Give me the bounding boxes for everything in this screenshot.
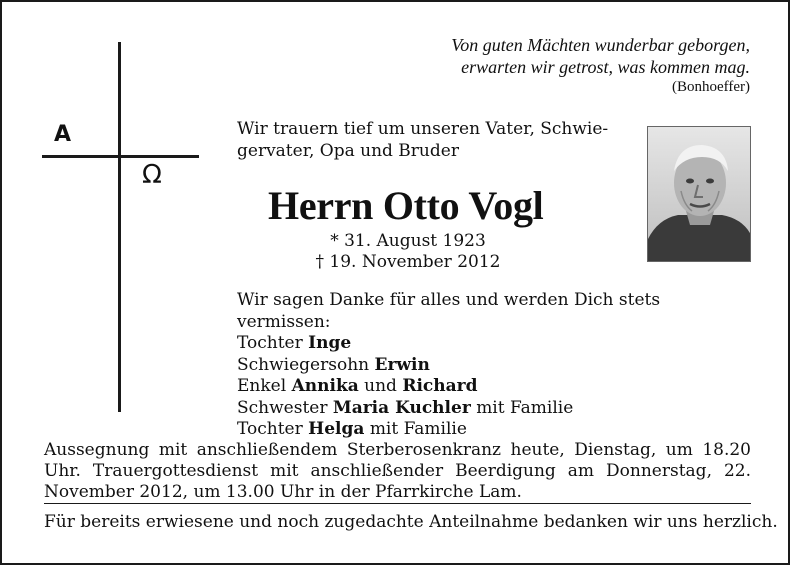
portrait-photo [647,126,751,262]
family-member-row [237,398,757,420]
family-relation: Tochter [237,333,303,353]
intro-line-2: gervater, Opa und Bruder [237,141,459,161]
deceased-name: Herrn Otto Vogl [268,183,544,228]
family-member-name: Maria Kuchler [332,397,471,418]
family-member-row [237,333,757,355]
cross-icon-vertical-beam [118,42,121,412]
service-details: Aussegnung mit anschließendem Sterberosenkranz heute, Dienstag, um 18.20 Uhr. Trauergottesdienst mit anschließender Beerdigung am Donnerstag, 22. November 2012, um 13.00 Uhr in der Pfarrkirche Lam. [44,440,751,502]
family-member-name: Erwin [374,354,430,375]
cross-icon-horizontal-beam [42,155,199,158]
quote-line-2: erwarten wir getrost, was kommen mag. [461,57,750,77]
life-dates [292,231,524,273]
family-relation: Schwiegersohn [237,354,370,375]
family-member-name: Richard [402,376,478,396]
family-suffix: mit Familie [476,397,574,418]
bonhoeffer-quote [451,34,750,78]
family-suffix: mit Familie [369,419,467,439]
family-relation: Enkel [237,376,287,396]
family-member-row [237,419,757,441]
family-member-row [237,376,757,398]
family-member-name: Inge [308,333,352,353]
quote-source: (Bonhoeffer) [671,79,750,95]
omega-icon: Ω [142,160,162,190]
divider [44,503,751,504]
mourning-intro [237,118,617,162]
portrait-image [648,127,751,262]
quote-line-1: Von guten Mächten wunderbar geborgen, [451,35,750,55]
death-date: † 19. November 2012 [315,252,501,272]
intro-line-1: Wir trauern tief um unseren Vater, Schwie- [237,119,609,139]
family-member-name: Annika [291,376,359,396]
family-member-name: Helga [308,419,365,439]
family-joiner: und [364,376,397,396]
family-section [237,290,757,441]
family-relation: Schwester [237,397,328,418]
family-relation: Tochter [237,419,303,439]
thanks-note: Für bereits erwiesene und noch zugedachte Anteilnahme bedanken wir uns herzlich. [44,512,778,532]
birth-date: * 31. August 1923 [330,231,486,251]
family-intro: Wir sagen Danke für alles und werden Dich stets vermissen: [237,290,661,332]
alpha-icon: A [54,122,72,147]
family-member-row [237,355,757,377]
